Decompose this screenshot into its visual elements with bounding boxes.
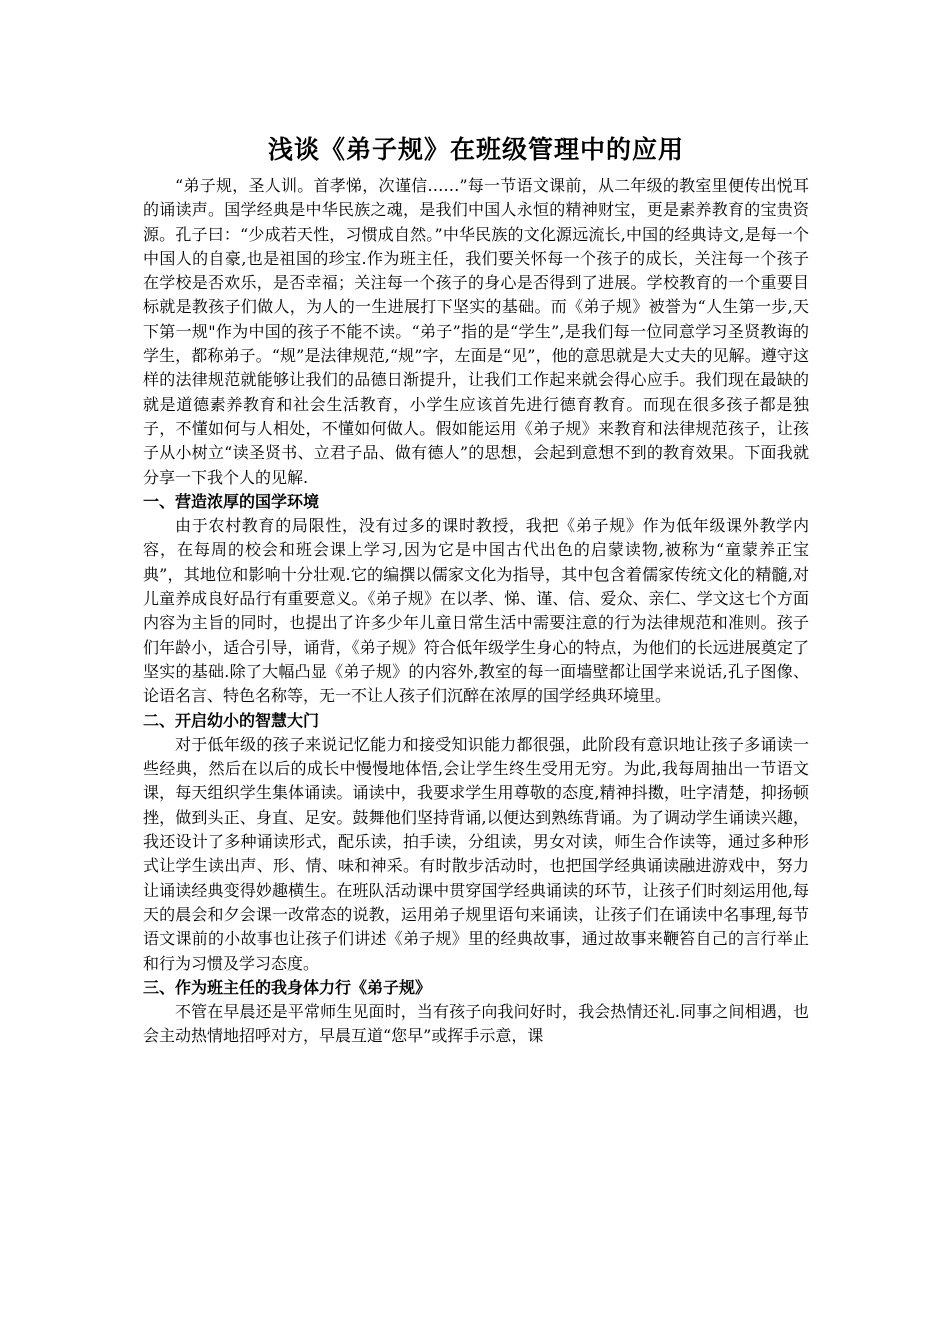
intro-paragraph: “弟子规，圣人训。首孝悌，次谨信……”每一节语文课前，从二年级的教室里便传出悦耳的诵读声。国学经典是中华民族之魂，是我们中国人永恒的精神财宝，更是素养教育的宝贵资源。孔子曰：“少成若天性，习惯成自然。”中华民族的文化源远流长,中国的经典诗文,是每一个中国人的自豪,也是祖国的珍宝.作为班主任，我们要关怀每一个孩子的成长，关注每一个孩子在学校是否欢乐，是否幸福；关注每一个孩子的身心是否得到了进展。学校教育的一个重要目标就是教孩子们做人，为人的一生进展打下坚实的基础。而《弟子规》被誉为“人生第一步,天下第一规"作为中国的孩子不能不读。“弟子”指的是“学生”,是我们每一位同意学习圣贤教诲的学生，都称弟子。“规”是法律规范,“规”字，左面是“见”，他的意思就是大丈夫的见解。遵守这样的法律规范就能够让我们的品德日渐提升，让我们工作起来就会得心应手。我们现在最缺的就是道德素养教育和社会生活教育，小学生应该首先进行德育教育。而现在很多孩子都是独子，不懂如何与人相处，不懂如何做人。假如能运用《弟子规》来教育和法律规范孩子，让孩子从小树立“读圣贤书、立君子品、做有德人”的思想，会起到意想不到的教育效果。下面我就分享一下我个人的见解. (143, 176, 809, 487)
section-3-paragraph: 不管在早晨还是平常师生见面时，当有孩子向我问好时，我会热情还礼.同事之间相遇，也会主动热情地招呼对方，早晨互道“您早”或挥手示意，课 (143, 1002, 809, 1046)
document-title: 浅谈《弟子规》在班级管理中的应用 (267, 135, 684, 164)
section-3-heading: 三、作为班主任的我身体力行《弟子规》 (143, 977, 432, 997)
section-2-paragraph: 对于低年级的孩子来说记忆能力和接受知识能力都很强，此阶段有意识地让孩子多诵读一些经典，然后在以后的成长中慢慢地体悟,会让学生终生受用无穷。为此,我每周抽出一节语文课，每天组织学生集体诵读。诵读中，我要求学生用尊敬的态度,精神抖擞，吐字清楚，抑扬顿挫，做到头正、身直、足安。鼓舞他们坚持背诵,以便达到熟练背诵。为了调动学生诵读兴趣，我还设计了多种诵读形式，配乐读，拍手读，分组读，男女对读，师生合作读等，通过多种形式让学生读出声、形、情、味和神采。有时散步活动时，也把国学经典诵读融进游戏中，努力让诵读经典变得妙趣横生。在班队活动课中贯穿国学经典诵读的环节，让孩子们时刻运用他,每天的晨会和夕会课一改常态的说教，运用弟子规里语句来诵读，让孩子们在诵读中名事理,每节语文课前的小故事也让孩子们讲述《弟子规》里的经典故事，通过故事来鞭笞自己的言行举止和行为习惯及学习态度。 (143, 734, 809, 973)
document-page (143, 130, 809, 1049)
section-1-heading: 一、营造浓厚的国学环境 (143, 491, 320, 511)
section-1-paragraph: 由于农村教育的局限性，没有过多的课时教授，我把《弟子规》作为低年级课外教学内容，在每周的校会和班会课上学习,因为它是中国古代出色的启蒙读物,被称为“童蒙养正宝典”，其地位和影响十分壮观.它的编撰以儒家文化为指导，其中包含着儒家传统文化的精髓,对儿童养成良好品行有重要意义。《弟子规》在以孝、悌、谨、信、爱众、亲仁、学文这七个方面内容为主旨的同时，也提出了许多少年儿童日常生活中需要注意的行为法律规范和准则。孩子们年龄小，适合引导，诵背，《弟子规》符合低年级学生身心的特点，为他们的长远进展奠定了坚实的基础.除了大幅凸显《弟子规》的内容外,教室的每一面墙壁都让国学来说话,孔子图像、论语名言、特色名称等，无一不让人孩子们沉醉在浓厚的国学经典环境里。 (143, 516, 809, 706)
section-2-heading: 二、开启幼小的智慧大门 (143, 710, 320, 730)
